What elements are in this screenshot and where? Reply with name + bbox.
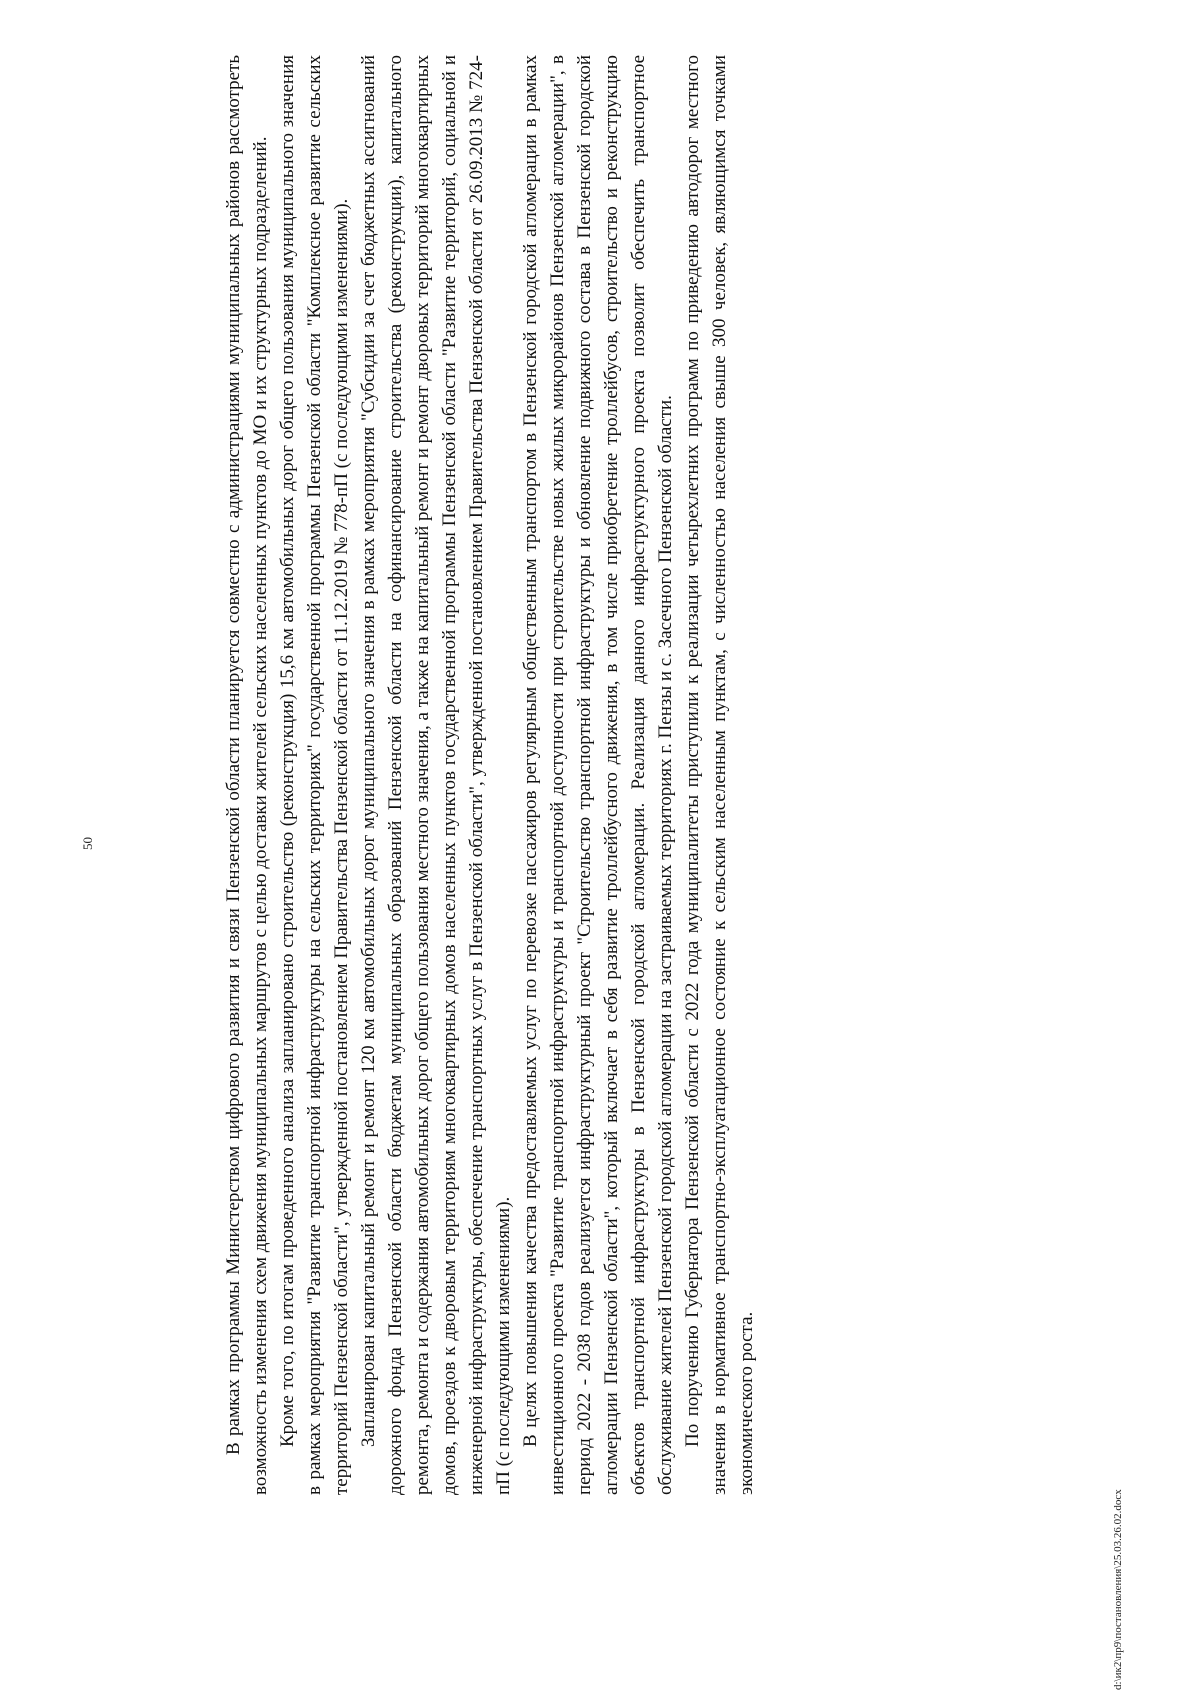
paragraph-3: Запланирован капитальный ремонт и ремонт 120 км автомобильных дорог муниципального значения в рамках мероприятия "Субсидии за счет бюджетных ассигнований дорожного фонда Пензенской области бюджетам муниципальных образований Пензенской области на софинансирование строительства (реконструкции), капитального ремонта, ремонта и содержания автомобильных дорог общего пользования местного значения, а также на капитальный ремонт и ремонт дворовых территорий многоквартирных домов, проездов к дворовым территориям многоквартирных домов населенных пунктов государственной программы Пензенской области "Развитие территорий, социальной и инженерной инфраструктуры, обеспечение транспортных услуг в Пензенской области", утвержденной постановлением Правительства Пензенской области от 26.09.2013 № 724-пП (с последующими изменениями). — [358, 55, 514, 1495]
footer-file-path: d:\ик2\пр9\постановления\25.03.26.02.docx — [1112, 1489, 1124, 1690]
paragraph-4: В целях повышения качества предоставляемых услуг по перевозке пассажиров регулярным общественным транспортом в Пензенской городской агломерации в рамках инвестиционного проекта "Развитие транспортной инфраструктуры и транспортной доступности при строительстве новых жилых микрорайонов Пензенской агломерации", в период 2022 - 2038 годов реализуется инфраструктурный проект "Строительство транспортной инфраструктуры и обновление подвижного состава в Пензенской городской агломерации Пензенской области", который включает в себя развитие троллейбусного движения, в том числе приобретение троллейбусов, строительство и реконструкцию объектов транспортной инфраструктуры в Пензенской городской агломерации. Реализация данного инфраструктурного проекта позволит обеспечить транспортное обслуживание жителей Пензенской городской агломерации на застраиваемых территориях г. Пензы и с. Засечного Пензенской области. — [520, 55, 676, 1495]
document-body — [220, 55, 1020, 1495]
paragraph-5: По поручению Губернатора Пензенской области с 2022 года муниципалитеты приступили к реализации четырехлетних программ по приведению автодорог местного значения в нормативное транспортно-эксплуатационное состояние к сельским населенным пунктам, с численностью населения свыше 300 человек, являющимся точками экономического роста. — [682, 55, 757, 1495]
page-number: 50 — [80, 837, 95, 850]
paragraph-2: Кроме того, по итогам проведенного анализа запланировано строительство (реконструкция) 15,6 км автомобильных дорог общего пользования муниципального значения в рамках мероприятия "Развитие транспортной инфраструктуры на сельских территориях" государственной программы Пензенской области "Комплексное развитие сельских территорий Пензенской области", утвержденной постановлением Правительства Пензенской области от 11.12.2019 № 778-пП (с последующими изменениями). — [277, 55, 352, 1495]
paragraph-1: В рамках программы Министерством цифрового развития и связи Пензенской области планируется совместно с администрациями муниципальных районов рассмотреть возможность изменения схем движения муниципальных маршрутов с целью доставки жителей сельских населенных пунктов до МО и их структурных подразделений. — [223, 55, 271, 1495]
